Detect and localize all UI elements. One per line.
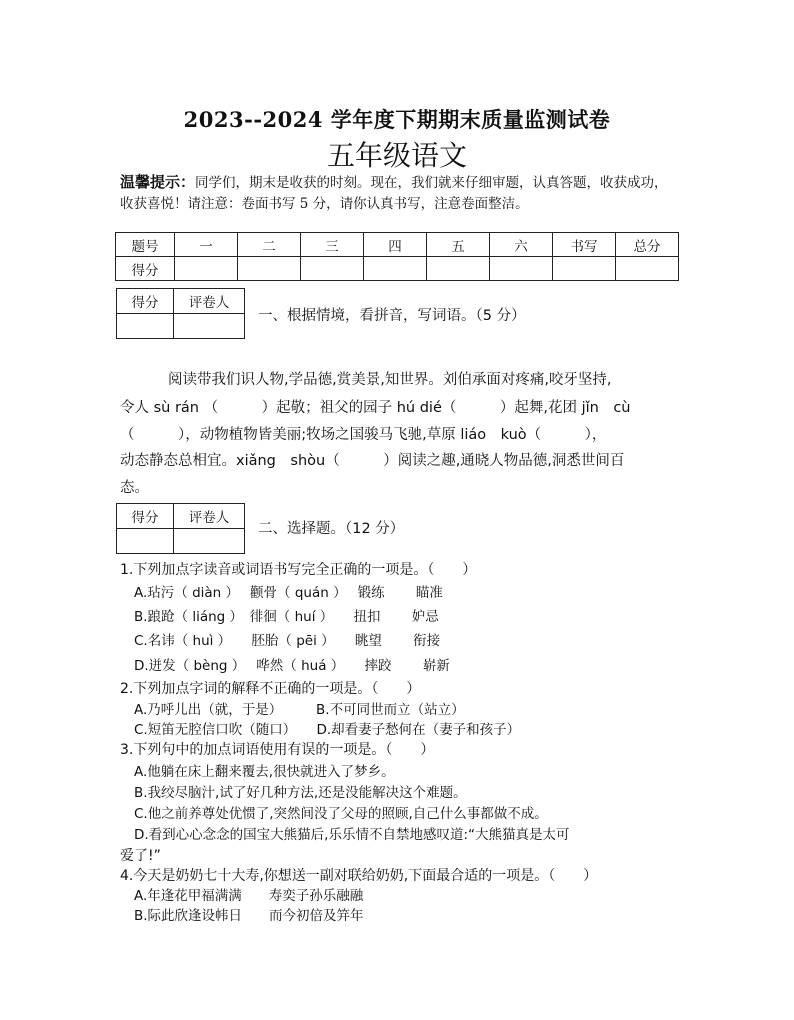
score-header-cell: 一 bbox=[175, 233, 238, 257]
score-table-score-row bbox=[116, 257, 679, 281]
tip-block bbox=[120, 172, 680, 215]
tip-label: 温馨提示： bbox=[120, 173, 196, 191]
section1-title: 一、根据情境，看拼音，写词语。（5 分） bbox=[258, 308, 526, 324]
score-cell[interactable] bbox=[238, 257, 301, 281]
option-line: A.乃呼儿出（就，于是） B.不可同世而立（站立） bbox=[134, 702, 465, 718]
exam-subtitle: 五年级语文 bbox=[326, 139, 467, 172]
score-cell[interactable] bbox=[301, 257, 364, 281]
score-table bbox=[115, 232, 679, 281]
question-line: 1.下列加点字读音或词语书写完全正确的一项是。（ ） bbox=[120, 562, 477, 578]
option-line: B.踉跄（ liáng ） 徘徊（ huí ） 扭扣 妒忌 bbox=[134, 609, 439, 625]
question-line: 3.下列句中的加点词语使用有误的一项是。（ ） bbox=[120, 742, 435, 758]
grader-box-1 bbox=[116, 288, 245, 339]
grader-score-label: 得分 bbox=[117, 289, 174, 314]
option-line: C.他之前养尊处优惯了,突然间没了父母的照顾,自己什么事都做不成。 bbox=[134, 806, 548, 822]
section1-line: （ ），动物植物皆美丽;牧场之国骏马飞驰,草原 liáo kuò（ ）， bbox=[120, 427, 607, 443]
question-line: 2.下列加点字词的解释不正确的一项是。（ ） bbox=[120, 681, 421, 697]
score-header-cell: 四 bbox=[364, 233, 427, 257]
grader-score-label: 得分 bbox=[117, 504, 174, 529]
section1-line: 令人 sù rán （ ）起敬；祖父的园子 hú dié（ ）起舞,花团 jǐn cù bbox=[120, 400, 631, 416]
option-line: C.短笛无腔信口吹（随口） D.却看妻子愁何在（妻子和孩子） bbox=[134, 722, 521, 738]
section2-title: 二、选择题。（12 分） bbox=[258, 521, 405, 537]
tip-text: 同学们，期末是收获的时刻。现在，我们就来仔细审题，认真答题，收获成功，收获喜悦！请注意：卷面书写 5 分，请你认真书写，注意卷面整洁。 bbox=[120, 175, 668, 212]
score-table-header-row bbox=[116, 233, 679, 257]
score-header-cell: 二 bbox=[238, 233, 301, 257]
grader-name-cell[interactable] bbox=[174, 529, 245, 554]
score-cell[interactable] bbox=[553, 257, 616, 281]
score-header-cell: 总分 bbox=[616, 233, 679, 257]
exam-title: 2023--2024 学年度下期期末质量监测试卷 bbox=[183, 107, 611, 132]
score-header-cell: 三 bbox=[301, 233, 364, 257]
section1-line: 动态静态总相宜。xiǎng shòu（ ）阅读之趣,通晓人物品德,洞悉世间百 bbox=[120, 453, 625, 469]
section1-line: 态。 bbox=[120, 480, 149, 496]
score-cell[interactable] bbox=[616, 257, 679, 281]
grader-score-cell[interactable] bbox=[117, 314, 174, 339]
score-cell[interactable] bbox=[364, 257, 427, 281]
grader-label: 评卷人 bbox=[174, 504, 245, 529]
score-cell[interactable] bbox=[427, 257, 490, 281]
score-header-cell: 五 bbox=[427, 233, 490, 257]
score-row-label: 得分 bbox=[116, 257, 175, 281]
option-line: D.看到心心念念的国宝大熊猫后,乐乐情不自禁地感叹道:“大熊猫真是太可 bbox=[134, 827, 570, 843]
question-line: 爱了!” bbox=[120, 848, 161, 864]
grader-box-2 bbox=[116, 503, 245, 554]
score-cell[interactable] bbox=[490, 257, 553, 281]
section1-line: 阅读带我们识人物,学品德,赏美景,知世界。刘伯承面对疼痛,咬牙坚持, bbox=[168, 372, 612, 388]
score-header-cell: 题号 bbox=[116, 233, 175, 257]
option-line: C.名讳（ huì ） 胚胎（ pēi ） 眺望 衔接 bbox=[134, 633, 441, 649]
question-line: 4.今天是奶奶七十大寿,你想送一副对联给奶奶,下面最合适的一项是。（ ） bbox=[120, 868, 598, 884]
grader-score-cell[interactable] bbox=[117, 529, 174, 554]
score-cell[interactable] bbox=[175, 257, 238, 281]
option-line: A.年逢花甲福满满 寿奕子孙乐融融 bbox=[134, 888, 364, 904]
option-line: B.际此欣逢设帏日 而今初倍及笄年 bbox=[134, 908, 364, 924]
option-line: B.我绞尽脑汁,试了好几种方法,还是没能解决这个难题。 bbox=[134, 785, 467, 801]
grader-label: 评卷人 bbox=[174, 289, 245, 314]
score-header-cell: 六 bbox=[490, 233, 553, 257]
option-line: A.玷污（ diàn ） 颧骨（ quán ） 锻练 瞄准 bbox=[134, 585, 443, 601]
option-line: A.他躺在床上翻来覆去,很快就进入了梦乡。 bbox=[134, 764, 395, 780]
option-line: D.迸发（ bèng ） 哗然（ huá ） 摔跤 崭新 bbox=[134, 658, 450, 674]
grader-name-cell[interactable] bbox=[174, 314, 245, 339]
score-header-cell: 书写 bbox=[553, 233, 616, 257]
